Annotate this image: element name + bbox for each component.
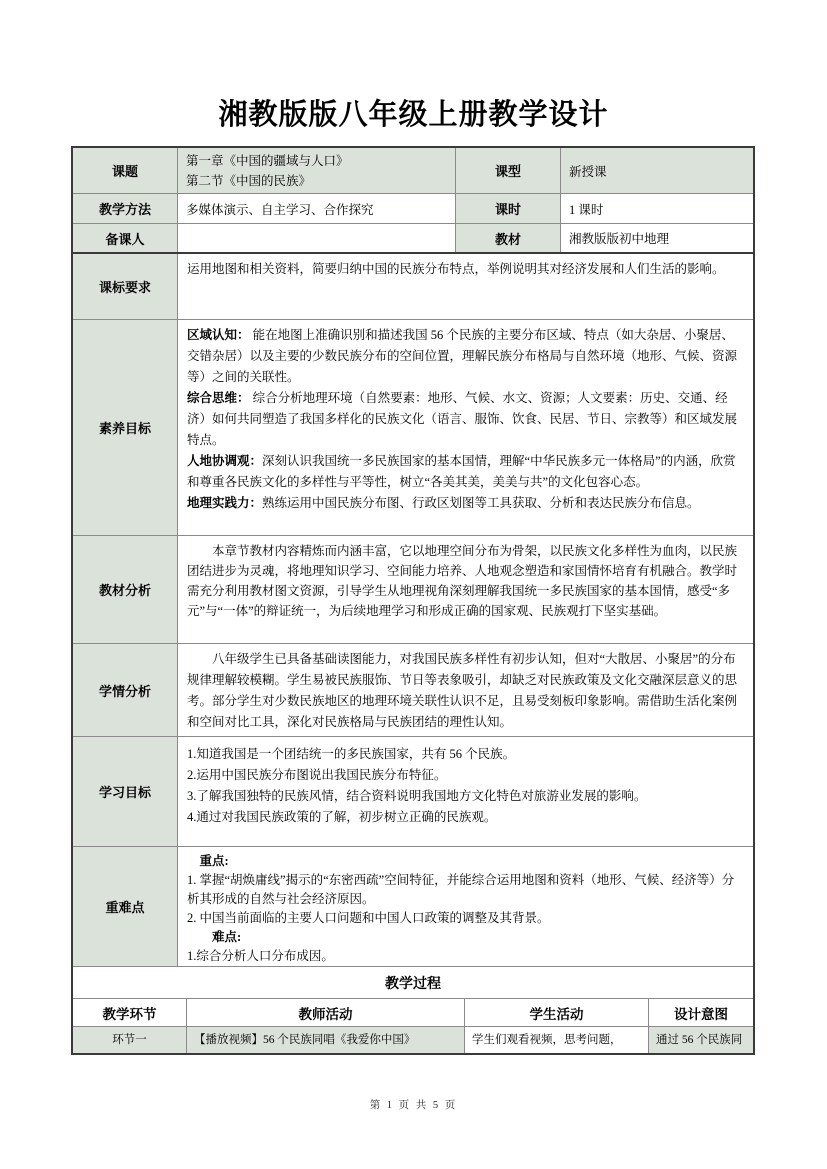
key-item: 1. 掌握“胡焕庸线”揭示的“东密西疏”空间特征，并能综合运用地图和资料（地形、气候、经济等）分析其形成的自然与社会经济原因。 <box>187 873 735 906</box>
process-header-stage: 教学环节 <box>73 999 187 1026</box>
material-label: 教材分析 <box>73 536 178 643</box>
row-key-difficult-points <box>73 847 753 967</box>
literacy-item <box>187 493 744 514</box>
key-head: 重点: <box>199 854 229 868</box>
key-item: 2. 中国当前面临的主要人口问题和中国人口政策的调整及其背景。 <box>187 911 550 925</box>
standard-text <box>178 254 753 319</box>
row-learner-analysis <box>73 644 753 737</box>
hours-value: 1 课时 <box>569 202 604 217</box>
row-curriculum-standard <box>73 254 753 320</box>
row-process-title <box>73 967 753 999</box>
process-teacher-cell: 【播放视频】56 个民族同唱《我爱你中国》 <box>187 1027 465 1053</box>
material-text <box>178 536 753 643</box>
process-header-intent: 设计意图 <box>649 999 753 1026</box>
method-value: 多媒体演示、自主学习、合作探究 <box>178 194 456 223</box>
standard-label: 课标要求 <box>73 254 178 319</box>
textbook-value: 湘教版版初中地理 <box>569 232 670 246</box>
keypoints-text <box>178 847 753 966</box>
row-learning-objectives <box>73 737 753 847</box>
process-intent-cell: 通过 56 个民族同 <box>649 1027 753 1053</box>
keypoints-label: 重难点 <box>73 847 178 966</box>
learner-text <box>178 644 753 736</box>
hours-label: 课时 <box>456 194 561 223</box>
difficult-item: 1.综合分析人口分布成因。 <box>187 949 334 963</box>
learner-paragraph: 八年级学生已具备基础读图能力，对我国民族多样性有初步认知，但对“大散居、小聚居”的分布规律理解较模糊。学生易被民族服饰、节日等表象吸引，却缺乏对民族政策及文化交融深层意义的思考。部分学生对少数民族地区的地理环境关联性认识不足，且易受刻板印象影响。需借助生活化案例和空间对比工具，深化对民族格局与民族团结的理性认知。 <box>187 652 738 729</box>
literacy-item-head: 综合思维： <box>187 391 250 405</box>
process-header-teacher: 教师活动 <box>187 999 465 1026</box>
material-paragraph: 本章节教材内容精炼而内涵丰富，它以地理空间分布为骨架，以民族文化多样性为血肉，以民族团结进步为灵魂，将地理知识学习、空间能力培养、人地观念塑造和家国情怀培育有机融合。教学时需充分利用教材图文资源，引导学生从地理视角深刻理解我国统一多民族国家的基本国情，感受“多元”与“一体”的辩证统一，为后续地理学习和形成正确的国家观、民族观打下坚实基础。 <box>187 544 738 618</box>
literacy-text <box>178 320 753 535</box>
row-material-analysis <box>73 536 753 644</box>
preparer-value <box>178 224 456 252</box>
page-number: 第 1 页 共 5 页 <box>369 1100 458 1111</box>
literacy-item-body: 综合分析地理环境（自然要素：地形、气候、水文、资源；人文要素：历史、交通、经济）如何共同塑造了我国多样化的民族文化（语言、服饰、饮食、民居、节日、宗教等）和区域发展特点。 <box>187 391 738 447</box>
row-process-1 <box>73 1027 753 1053</box>
literacy-item-body: 深刻认识我国统一多民族国家的基本国情，理解“中华民族多元一体格局”的内涵，欣赏和尊重各民族文化的多样性与平等性，树立“各美其美，美美与共”的文化包容心态。 <box>187 454 736 489</box>
process-header-student: 学生活动 <box>465 999 649 1026</box>
objective-item: 4.通过对我国民族政策的了解，初步树立正确的民族观。 <box>187 810 497 824</box>
learner-label: 学情分析 <box>73 644 178 736</box>
standard-paragraph: 运用地图和相关资料，简要归纳中国的民族分布特点，举例说明其对经济发展和人们生活的影响。 <box>187 262 725 276</box>
objectives-text <box>178 737 753 846</box>
literacy-item <box>187 451 744 493</box>
info-row-method <box>73 194 753 224</box>
preparer-label: 备课人 <box>73 224 178 252</box>
topic-line-2: 第二节《中国的民族》 <box>186 173 312 188</box>
topic-label: 课题 <box>73 148 178 193</box>
objectives-label: 学习目标 <box>73 737 178 846</box>
literacy-item-head: 人地协调观： <box>187 454 263 468</box>
course-type-label: 课型 <box>456 148 561 193</box>
process-stage-cell: 环节一 <box>73 1027 187 1053</box>
literacy-item-head: 地理实践力： <box>187 496 263 510</box>
doc-title: 湘教版版八年级上册教学设计 <box>218 99 609 131</box>
objective-item: 2.运用中国民族分布图说出我国民族分布特征。 <box>187 768 447 782</box>
literacy-item-body: 熟练运用中国民族分布图、行政区划图等工具获取、分析和表达民族分布信息。 <box>262 496 700 510</box>
course-type-value: 新授课 <box>561 148 753 193</box>
info-row-topic <box>73 148 753 194</box>
textbook-label: 教材 <box>456 224 561 252</box>
literacy-item-body: 能在地图上准确识别和描述我国 56 个民族的主要分布区域、特点（如大杂居、小聚居、交错杂居）以及主要的少数民族分布的空间位置，理解民族分布格局与自然环境（地形、气候、资源等）之间的关联性。 <box>187 328 738 384</box>
topic-line-1: 第一章《中国的疆域与人口》 <box>186 153 349 168</box>
objective-item: 3.了解我国独特的民族风情，结合资料说明我国地方文化特色对旅游业发展的影响。 <box>187 789 647 803</box>
row-process-header <box>73 999 753 1027</box>
literacy-item <box>187 388 744 451</box>
literacy-label: 素养目标 <box>73 320 178 535</box>
lesson-plan-table <box>71 146 755 1055</box>
literacy-item-head: 区域认知： <box>187 328 250 342</box>
process-title: 教学过程 <box>73 967 753 998</box>
row-literacy-goals <box>73 320 753 536</box>
topic-value <box>178 148 456 193</box>
process-student-cell: 学生们观看视频，思考问题， <box>465 1027 649 1053</box>
literacy-item <box>187 325 744 388</box>
difficult-head: 难点: <box>212 930 242 944</box>
objective-item: 1.知道我国是一个团结统一的多民族国家，共有 56 个民族。 <box>187 747 516 761</box>
info-row-preparer <box>73 224 753 254</box>
method-label: 教学方法 <box>73 194 178 223</box>
